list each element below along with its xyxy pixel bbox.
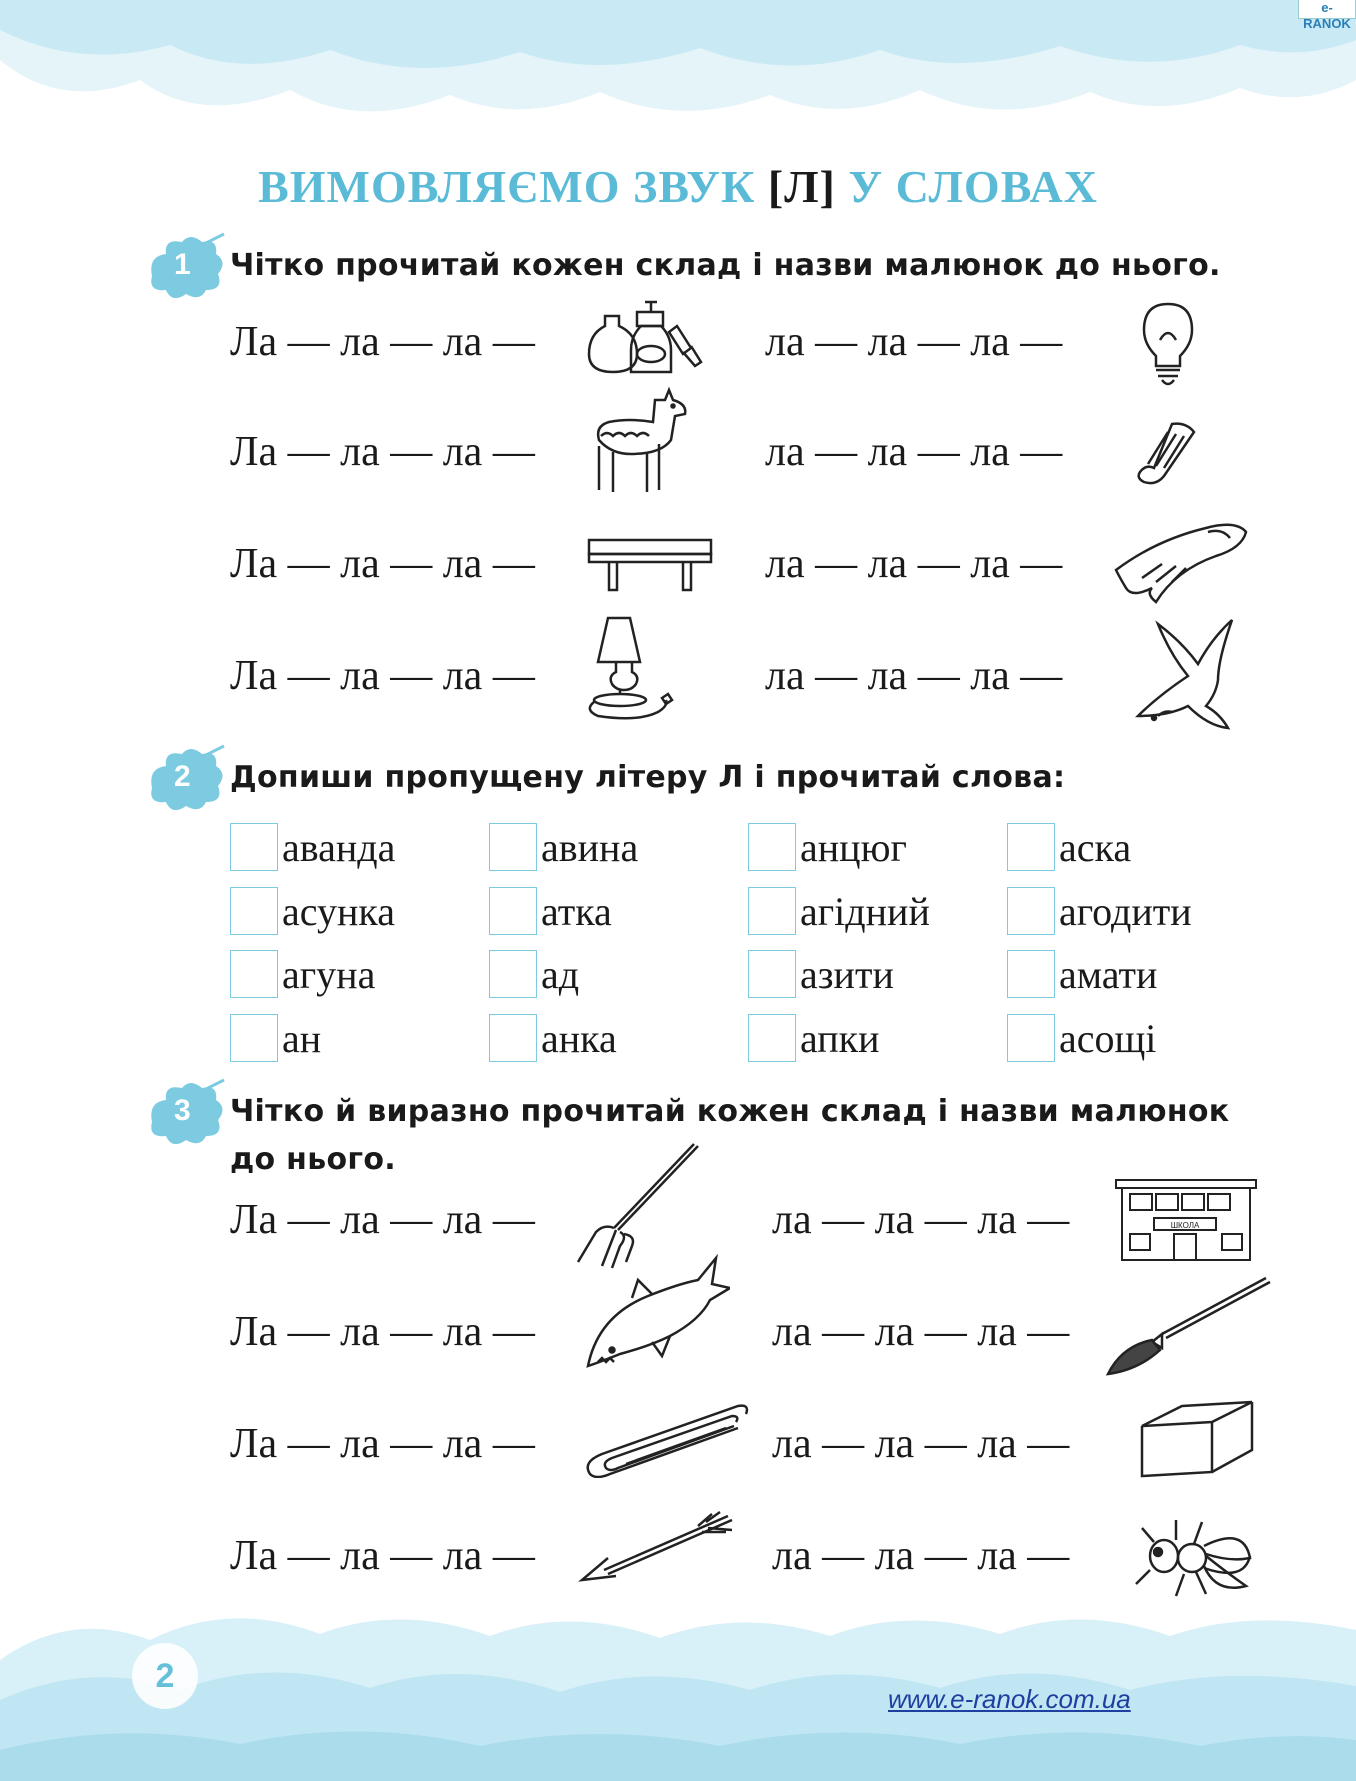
top-clouds-decoration [0, 0, 1356, 130]
syllables-right: ла — ла — ла — [765, 653, 1063, 699]
word-item: анцюг [748, 822, 907, 872]
letter-input-box[interactable] [230, 823, 278, 871]
syllables-left: Ла — ла — ла — [230, 429, 535, 475]
flipper-icon [1112, 516, 1252, 606]
letter-input-box[interactable] [748, 823, 796, 871]
syllables-left: Ла — ла — ла — [230, 1421, 535, 1467]
letter-input-box[interactable] [230, 1014, 278, 1062]
page-number-badge: 2 [132, 1643, 198, 1709]
letter-input-box[interactable] [489, 823, 537, 871]
task-2-number-badge: 2 [144, 744, 228, 816]
letter-input-box[interactable] [1007, 950, 1055, 998]
letter-input-box[interactable] [489, 950, 537, 998]
arrow-icon [578, 1510, 738, 1586]
word-item: азити [748, 949, 894, 999]
syllables-right: ла — ла — ла — [772, 1421, 1070, 1467]
letter-input-box[interactable] [1007, 887, 1055, 935]
syllables-left: Ла — ла — ла — [230, 1197, 535, 1243]
word-item: асунка [230, 886, 395, 936]
task-3-number-badge: 3 [144, 1078, 228, 1150]
task-3-instruction-line-1: Чітко й виразно прочитай кожен склад і назви малюнок [230, 1094, 1230, 1129]
word-item: асощі [1007, 1013, 1156, 1063]
syllables-right: ла — ла — ла — [772, 1197, 1070, 1243]
syllables-right: ла — ла — ла — [765, 319, 1063, 365]
letter-input-box[interactable] [230, 887, 278, 935]
letter-input-box[interactable] [230, 950, 278, 998]
word-item: аванда [230, 822, 395, 872]
letter-input-box[interactable] [489, 1014, 537, 1062]
letter-input-box[interactable] [1007, 823, 1055, 871]
bottles-icon [585, 296, 715, 376]
publisher-logo: e-RANOK [1298, 0, 1356, 19]
lamp-icon [580, 614, 680, 720]
school-sign-text: ШКОЛА [1170, 1221, 1200, 1230]
lightbulb-icon [1138, 300, 1198, 390]
letter-input-box[interactable] [489, 887, 537, 935]
word-item: авина [489, 822, 638, 872]
word-item: агодити [1007, 886, 1192, 936]
bottom-clouds-decoration [0, 1600, 1356, 1781]
publisher-website-link[interactable]: www.e-ranok.com.ua [888, 1684, 1131, 1714]
word-item: амати [1007, 949, 1157, 999]
syllables-right: ла — ла — ла — [772, 1533, 1070, 1579]
letter-input-box[interactable] [748, 1014, 796, 1062]
word-item: анка [489, 1013, 617, 1063]
task-1-number-badge: 1 [144, 232, 228, 304]
word-item: агуна [230, 949, 375, 999]
paintbrush-icon [1102, 1274, 1272, 1378]
syllables-left: Ла — ла — ла — [230, 1533, 535, 1579]
syllables-left: Ла — ла — ла — [230, 653, 535, 699]
task-1-instruction: Чітко прочитай кожен склад і назви малюнок до нього. [230, 248, 1221, 283]
page-title: ВИМОВЛЯЄМО ЗВУК [Л] У СЛОВАХ [258, 161, 1098, 212]
brick-icon [1138, 1396, 1256, 1480]
syllables-left: Ла — ла — ла — [230, 319, 535, 365]
pitchfork-icon [574, 1142, 704, 1270]
letter-input-box[interactable] [1007, 1014, 1055, 1062]
swallow-icon [1128, 616, 1238, 730]
fly-icon [1130, 1516, 1254, 1600]
letter-input-box[interactable] [748, 887, 796, 935]
task-2-instruction: Допиши пропущену літеру Л і прочитай слова: [230, 760, 1066, 795]
word-item: аска [1007, 822, 1131, 872]
syllables-right: ла — ла — ла — [765, 541, 1063, 587]
word-item: ад [489, 949, 579, 999]
word-item: атка [489, 886, 612, 936]
syllables-left: Ла — ла — ла — [230, 1309, 535, 1355]
task-3-instruction-line-2: до нього. [230, 1142, 396, 1177]
paperclip-icon [576, 1402, 752, 1478]
ribbon-icon [1132, 418, 1202, 488]
word-item: апки [748, 1013, 879, 1063]
school-icon [1112, 1176, 1260, 1262]
syllables-right: ла — ла — ла — [765, 429, 1063, 475]
llama-icon [585, 386, 695, 498]
word-item: ан [230, 1013, 321, 1063]
syllables-left: Ла — ла — ла — [230, 541, 535, 587]
syllables-right: ла — ла — ла — [772, 1309, 1070, 1355]
shark-icon [582, 1254, 730, 1372]
word-item: агідний [748, 886, 930, 936]
bench-icon [585, 536, 715, 596]
letter-input-box[interactable] [748, 950, 796, 998]
